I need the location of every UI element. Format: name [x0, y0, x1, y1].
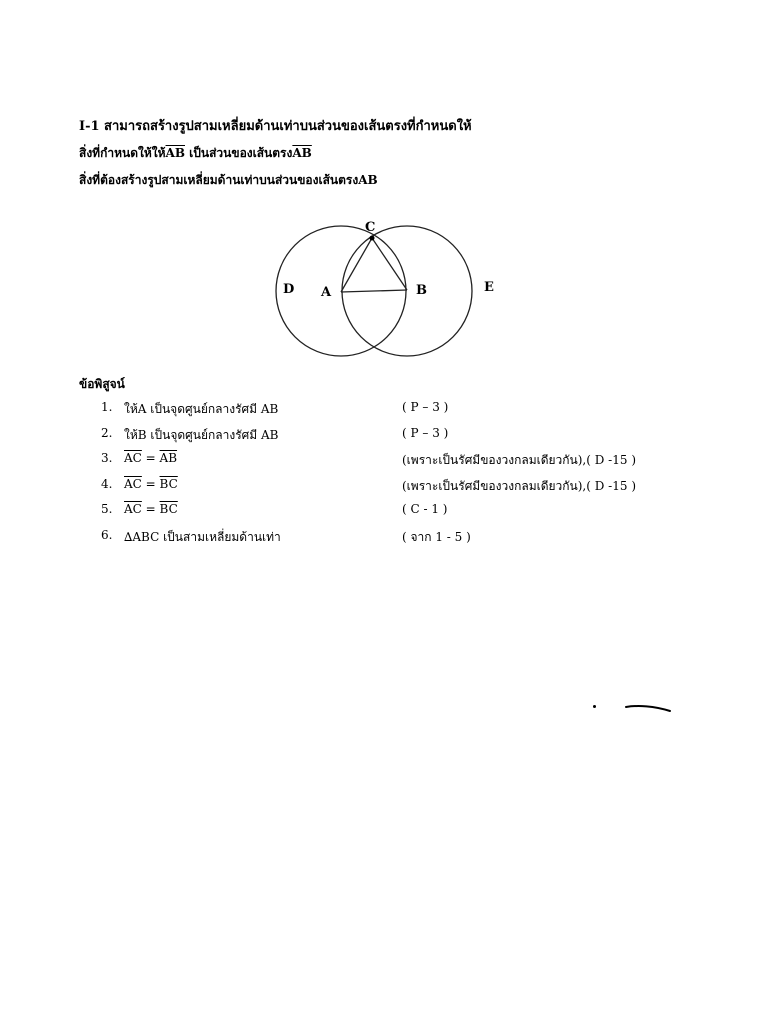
label-d: D	[283, 282, 295, 297]
segment-rhs: $\overline{AB}$	[159, 451, 178, 465]
step-statement: ให้B เป็นจุดศูนย์กลางรัศมี AB	[124, 428, 279, 442]
given-prefix: สิ่งที่กำหนดให้ให้	[79, 146, 166, 160]
step-number: 4.	[101, 477, 113, 491]
given-segment-ab: $\overline{AB}$	[165, 146, 185, 160]
segment-lhs: $\overline{AC}$	[124, 451, 142, 465]
step-statement	[124, 451, 177, 465]
segment-lhs: $\overline{AC}$	[124, 477, 142, 491]
step-reason: (เพราะเป็นรัศมีของวงกลมเดียวกัน),( D -15 )	[402, 453, 636, 467]
segment-rhs: $\overline{BC}$	[159, 477, 178, 491]
label-b: B	[416, 283, 427, 298]
step-reason: ( P – 3 )	[402, 400, 449, 414]
proof-step-2	[0, 426, 768, 446]
step-number: 5.	[101, 502, 113, 516]
stray-dot-mark	[593, 705, 596, 708]
given-middle: เป็นส่วนของเส้นตรง	[185, 146, 293, 160]
proof-step-4	[0, 477, 768, 497]
label-e: E	[484, 280, 494, 295]
given-segment-ab-2: $\overline{AB}$	[292, 146, 312, 160]
step-number: 1.	[101, 400, 113, 414]
segment-lhs: $\overline{AC}$	[124, 502, 142, 516]
proof-step-5	[0, 502, 768, 522]
stray-pen-stroke	[624, 700, 672, 716]
step-reason: ( C - 1 )	[402, 502, 448, 516]
step-number: 2.	[101, 426, 113, 440]
step-reason: ( P – 3 )	[402, 426, 449, 440]
to-construct-statement: สิ่งที่ต้องสร้างรูปสามเหลี่ยมด้านเท่าบนส่วนของเส้นตรงAB	[79, 173, 378, 187]
step-reason: (เพราะเป็นรัศมีของวงกลมเดียวกัน),( D -15 )	[402, 479, 636, 493]
equals-sign: =	[141, 477, 160, 491]
step-statement	[124, 502, 178, 516]
label-a: A	[321, 285, 332, 300]
construction-figure	[268, 212, 504, 360]
equals-sign: =	[141, 502, 160, 516]
step-number: 3.	[101, 451, 113, 465]
step-reason: ( จาก 1 - 5 )	[402, 530, 471, 544]
proof-heading: ข้อพิสูจน์	[79, 377, 125, 391]
step-statement	[124, 477, 178, 491]
step-statement: ∆ABC เป็นสามเหลี่ยมด้านเท่า	[124, 530, 281, 544]
step-statement: ให้A เป็นจุดศูนย์กลางรัศมี AB	[124, 402, 279, 416]
label-c: C	[365, 220, 376, 235]
given-statement	[79, 144, 312, 163]
pen-stroke-path	[626, 706, 670, 711]
segment-rhs: $\overline{BC}$	[159, 502, 178, 516]
proof-step-3	[0, 451, 768, 471]
point-c	[370, 236, 375, 241]
page-title: I-1 สามารถสร้างรูปสามเหลี่ยมด้านเท่าบนส่วนของเส้นตรงที่กำหนดให้	[79, 119, 472, 134]
proof-step-1	[0, 400, 768, 420]
proof-step-6	[0, 528, 768, 548]
step-number: 6.	[101, 528, 113, 542]
equals-sign: =	[141, 451, 160, 465]
